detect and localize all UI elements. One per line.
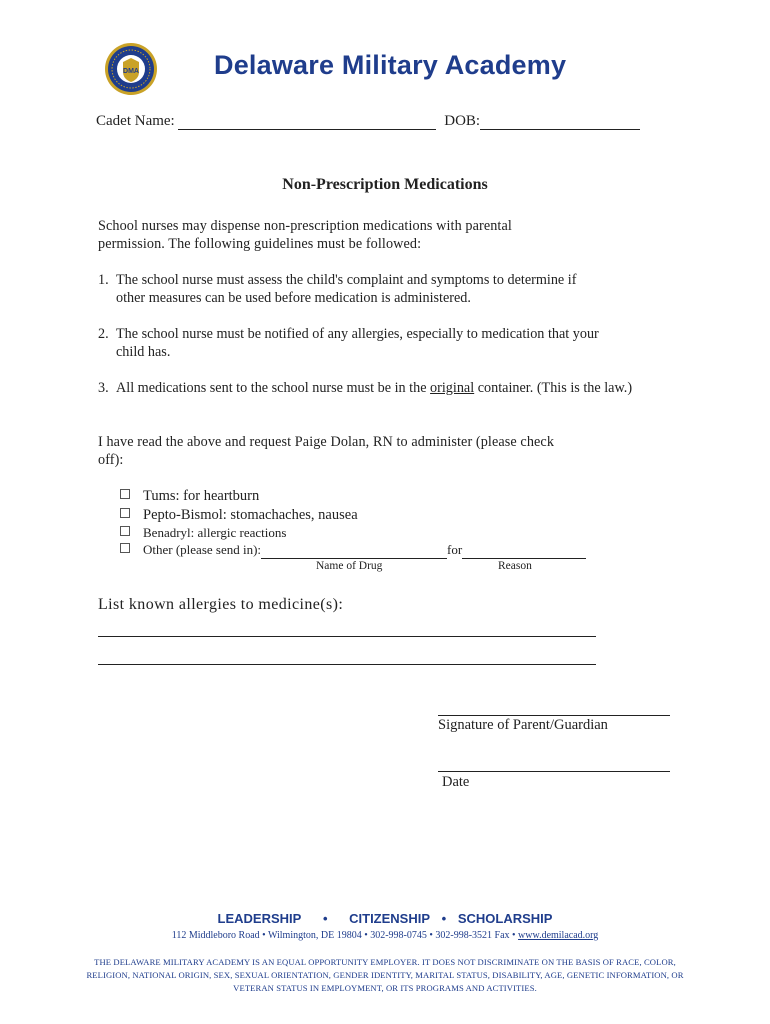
guideline-text: All medications sent to the school nurse must be in the bbox=[116, 380, 431, 396]
guideline-number: 3. bbox=[98, 380, 109, 396]
cadet-dob-row bbox=[96, 113, 640, 130]
date-line[interactable] bbox=[438, 771, 670, 772]
request-paragraph bbox=[98, 433, 618, 469]
page-title: Delaware Military Academy bbox=[214, 50, 567, 80]
medication-option[interactable] bbox=[120, 487, 259, 505]
drug-name-field[interactable] bbox=[261, 558, 447, 559]
motto-leadership: LEADERSHIP bbox=[217, 911, 302, 926]
request-line: off): bbox=[98, 452, 124, 468]
reason-field[interactable] bbox=[462, 558, 586, 559]
option-label: Other (please send in): bbox=[143, 542, 262, 557]
motto-separator: • bbox=[322, 911, 328, 926]
drug-caption: Name of Drug bbox=[316, 560, 383, 572]
medication-option-other[interactable] bbox=[120, 541, 586, 559]
dob-label: DOB: bbox=[444, 113, 481, 129]
request-line: I have read the above and request Paige Dolan, RN to administer (please check bbox=[98, 434, 555, 450]
address-text: 112 Middleboro Road • Wilmington, DE 19804 • 302-998-0745 • 302-998-3521 Fax • bbox=[171, 930, 519, 941]
motto-citizenship: CITIZENSHIP bbox=[349, 911, 431, 926]
guideline-number: 1. bbox=[98, 272, 109, 288]
parent-signature-label: Signature of Parent/Guardian bbox=[438, 717, 608, 733]
guideline-text: The school nurse must be notified of any allergies, especially to medication that your bbox=[116, 326, 599, 342]
academy-seal-logo bbox=[104, 42, 158, 96]
guideline-text-cont: child has. bbox=[116, 344, 171, 360]
cadet-name-label: Cadet Name: bbox=[96, 113, 175, 129]
allergies-label: List known allergies to medicine(s): bbox=[98, 596, 344, 613]
guideline-item bbox=[98, 271, 658, 307]
guideline-item bbox=[98, 379, 688, 397]
guideline-text-end: container. (This is the law.) bbox=[474, 380, 633, 396]
checkbox[interactable] bbox=[120, 543, 130, 553]
guideline-underlined-word: original bbox=[430, 380, 475, 396]
date-label: Date bbox=[442, 774, 470, 790]
guideline-item bbox=[98, 325, 678, 361]
motto-scholarship: SCHOLARSHIP bbox=[457, 911, 553, 926]
website-link[interactable]: www.demilacad.org bbox=[518, 930, 599, 941]
option-label: Pepto-Bismol: stomachaches, nausea bbox=[143, 507, 358, 523]
cadet-name-field[interactable] bbox=[178, 129, 436, 130]
footer-disclaimer: THE DELAWARE MILITARY ACADEMY IS AN EQUAL OPPORTUNITY EMPLOYER. IT DOES NOT DISCRIMINATE ON THE BASIS OF RACE, COLOR, RELIGION, NATIONAL ORIGIN, SEX, SEXUAL ORIENTATION, GENDER IDENTITY, MARITAL STATUS, DISABILITY, AGE, GENETIC INFORMATION, OR VETERAN STATUS IN EMPLOYMENT, OR ITS PROGRAMS AND ACTIVITIES. bbox=[86, 957, 684, 993]
parent-signature-line[interactable] bbox=[438, 715, 670, 716]
dob-field[interactable] bbox=[480, 129, 640, 130]
footer-address bbox=[0, 930, 770, 941]
medication-option[interactable] bbox=[120, 524, 286, 542]
guideline-text: The school nurse must assess the child's complaint and symptoms to determine if bbox=[116, 272, 577, 288]
footer-motto bbox=[0, 911, 770, 926]
checkbox[interactable] bbox=[120, 508, 130, 518]
checkbox[interactable] bbox=[120, 489, 130, 499]
motto-separator: • bbox=[441, 911, 447, 926]
option-label: Tums: for heartburn bbox=[143, 488, 260, 504]
reason-caption: Reason bbox=[498, 560, 532, 572]
section-heading: Non-Prescription Medications bbox=[282, 176, 488, 193]
allergies-line[interactable] bbox=[98, 636, 596, 637]
allergies-line[interactable] bbox=[98, 664, 596, 665]
checkbox[interactable] bbox=[120, 526, 130, 536]
guideline-text-cont: other measures can be used before medication is administered. bbox=[116, 290, 471, 306]
for-label: for bbox=[447, 542, 463, 557]
intro-paragraph: School nurses may dispense non-prescription medications with parental permission. The following guidelines must be followed: bbox=[98, 218, 512, 252]
seal-lettering: DMA bbox=[123, 68, 139, 75]
guideline-number: 2. bbox=[98, 326, 109, 342]
medication-option[interactable] bbox=[120, 506, 358, 524]
option-label: Benadryl: allergic reactions bbox=[143, 525, 287, 540]
